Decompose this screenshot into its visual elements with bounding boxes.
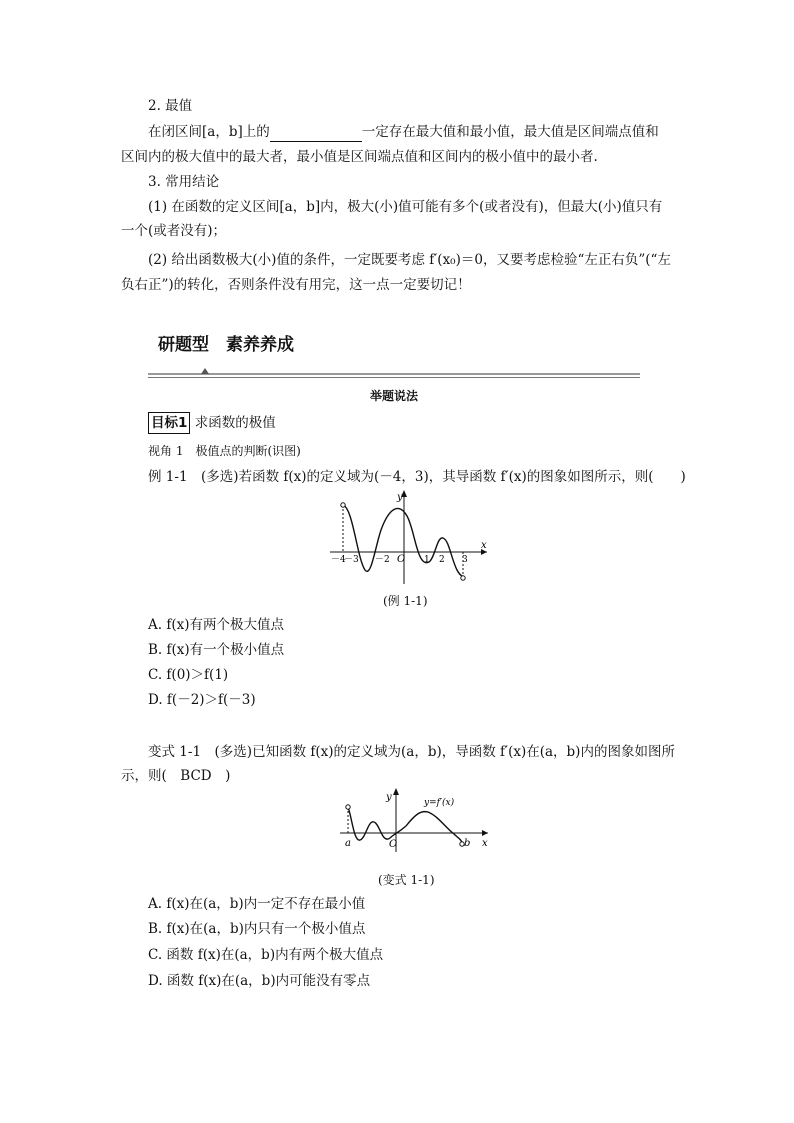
graph-b-label: b [464,838,471,849]
divider-rule-thin [148,377,640,378]
variant-1-graph [334,788,494,856]
tick-label: －4 [331,555,346,565]
conclusion-2-line-1: (2) 给出函数极大(小)值的条件，一定既要考虑 f′(x₀)＝0，又要考虑检验“左正右负”(“左 [148,252,671,268]
research-heading: 研题型 素养养成 [158,335,294,355]
variant-1-option-b: B. f(x)在(a，b)内只有一个极小值点 [148,921,366,937]
variant-1-stem-line-2: 示，则( BCD ) [121,768,231,784]
graph-x-label: x [481,540,487,551]
target-badge: 目标1 [148,412,190,434]
section-2-title: 2. 最值 [148,98,193,114]
example-1-stem: 例 1-1 (多选)若函数 f(x)的定义域为(－4，3)，其导函数 f′(x)的图象如图所示，则( ) [148,469,686,485]
target-heading [148,412,276,434]
graph-y-label: y [397,492,403,503]
tick-label: 2 [439,555,445,565]
example-1-caption: (例 1-1) [383,594,428,608]
section-2-paragraph-line-2: 区间内的极大值中的最大者，最小值是区间端点值和区间内的极小值中的最小者. [121,149,598,165]
section-2-paragraph-line-1 [148,122,659,142]
example-1-option-a: A. f(x)有两个极大值点 [148,617,284,633]
graph-origin-label: O [397,554,406,565]
variant-1-option-d: D. 函数 f(x)在(a，b)内可能没有零点 [148,973,371,989]
section-2-text-b: 一定存在最大值和最小值，最大值是区间端点值和 [361,124,659,140]
example-banner: 举题说法 [370,389,419,403]
example-1-option-b: B. f(x)有一个极小值点 [148,642,285,658]
example-1-option-d: D. f(－2)＞f(－3) [148,692,256,708]
variant-1-caption: (变式 1-1) [378,873,435,887]
graph-x-label: x [482,838,488,849]
example-1-graph [325,488,495,588]
graph-a-label: a [345,838,351,849]
section-2-text-a: 在闭区间[a，b]上的 [148,124,270,140]
tick-label: 3 [462,555,468,565]
graph-origin-label: O [389,839,398,850]
variant-1-stem-line-1: 变式 1-1 (多选)已知函数 f(x)的定义域为(a，b)，导函数 f′(x)在(a，b)内的图象如图所 [148,744,675,760]
graph-function-label: y=f′(x) [424,798,455,808]
example-1-option-c: C. f(0)＞f(1) [148,667,229,683]
perspective-label: 视角 1 极值点的判断(识图) [148,444,301,458]
tick-label: 1 [424,555,430,565]
tick-label: －2 [375,555,390,565]
section-3-title: 3. 常用结论 [148,174,220,190]
variant-1-option-a: A. f(x)在(a，b)内一定不存在最小值 [148,896,366,912]
conclusion-1-line-2: 一个(或者没有)； [121,223,227,239]
triangle-marker-icon [200,367,210,375]
tick-label: －3 [344,555,359,565]
conclusion-1-line-1: (1) 在函数的定义区间[a，b]内，极大(小)值可能有多个(或者没有)，但最大(小)值只有 [148,199,663,215]
divider-rule [148,373,640,375]
fill-in-blank [270,127,362,142]
variant-1-option-c: C. 函数 f(x)在(a，b)内有两个极大值点 [148,947,384,963]
target-title: 求函数的极值 [194,415,276,431]
graph-y-label: y [386,792,392,803]
conclusion-2-line-2: 负右正”)的转化，否则条件没有用完，这一点一定要切记！ [121,277,471,293]
